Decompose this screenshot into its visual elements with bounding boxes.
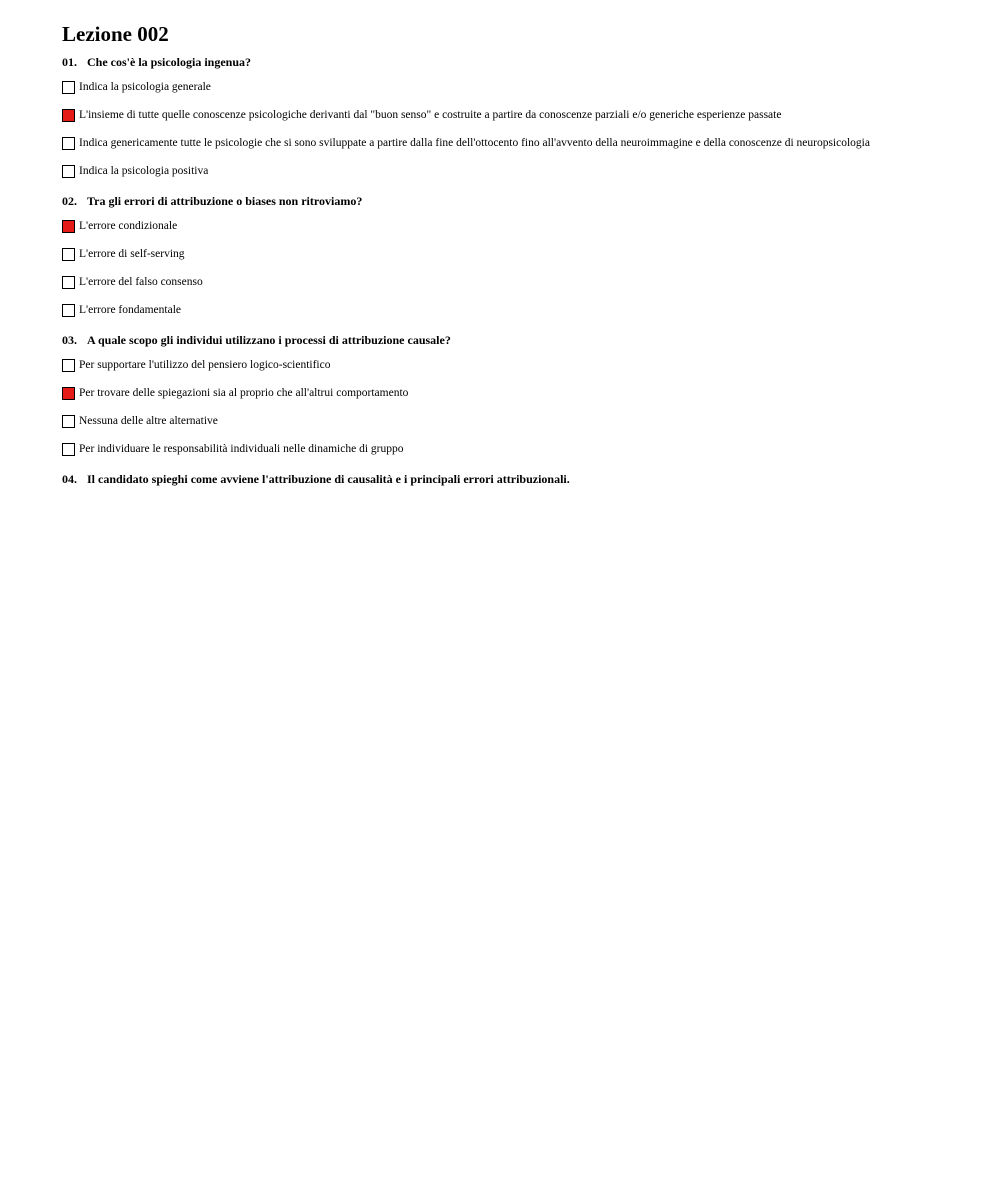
question-text: Il candidato spieghi come avviene l'attribuzione di causalità e i principali errori attribuzionali. bbox=[87, 472, 570, 486]
answer-option[interactable] bbox=[62, 441, 982, 457]
checkbox-icon[interactable] bbox=[62, 359, 75, 372]
answer-option[interactable] bbox=[62, 302, 982, 318]
checkbox-icon[interactable] bbox=[62, 415, 75, 428]
question-text: Tra gli errori di attribuzione o biases non ritroviamo? bbox=[87, 194, 363, 208]
question-header bbox=[62, 54, 982, 70]
question-number: 04. bbox=[62, 472, 77, 486]
answer-option[interactable] bbox=[62, 413, 982, 429]
answer-option[interactable] bbox=[62, 246, 982, 262]
question-header bbox=[62, 332, 982, 348]
question-04 bbox=[62, 471, 982, 487]
checkbox-icon[interactable] bbox=[62, 165, 75, 178]
answer-option[interactable] bbox=[62, 163, 982, 179]
answer-option[interactable] bbox=[62, 274, 982, 290]
answer-text: Per supportare l'utilizzo del pensiero logico-scientifico bbox=[79, 359, 331, 371]
checkbox-icon[interactable] bbox=[62, 137, 75, 150]
question-number: 01. bbox=[62, 55, 77, 69]
checkbox-icon[interactable] bbox=[62, 443, 75, 456]
answer-option[interactable] bbox=[62, 107, 982, 123]
document-page bbox=[62, 20, 982, 501]
question-header bbox=[62, 471, 982, 487]
checkbox-icon[interactable] bbox=[62, 109, 75, 122]
question-02 bbox=[62, 193, 982, 318]
answer-option[interactable] bbox=[62, 79, 982, 95]
answer-option[interactable] bbox=[62, 357, 982, 373]
answer-option[interactable] bbox=[62, 218, 982, 234]
question-text: A quale scopo gli individui utilizzano i processi di attribuzione causale? bbox=[87, 333, 451, 347]
answer-text: Per individuare le responsabilità individuali nelle dinamiche di gruppo bbox=[79, 443, 404, 455]
answer-text: Per trovare delle spiegazioni sia al proprio che all'altrui comportamento bbox=[79, 387, 409, 399]
checkbox-icon[interactable] bbox=[62, 248, 75, 261]
answer-text: L'errore fondamentale bbox=[79, 304, 182, 316]
answer-text: L'insieme di tutte quelle conoscenze psicologiche derivanti dal "buon senso" e costruite a partire da conoscenze parziali e/o generiche esperienze passate bbox=[79, 109, 782, 121]
question-number: 03. bbox=[62, 333, 77, 347]
question-01 bbox=[62, 54, 982, 179]
answer-option[interactable] bbox=[62, 135, 982, 151]
lesson-title: Lezione 002 bbox=[62, 22, 169, 46]
checkbox-icon[interactable] bbox=[62, 276, 75, 289]
question-text: Che cos'è la psicologia ingenua? bbox=[87, 55, 252, 69]
checkbox-icon[interactable] bbox=[62, 220, 75, 233]
answer-text: Indica genericamente tutte le psicologie che si sono sviluppate a partire dalla fine dell'ottocento fino all'avvento della neuroimmagine e della conoscenze di neuropsicologia bbox=[79, 137, 870, 149]
answer-text: Indica la psicologia positiva bbox=[79, 165, 209, 177]
answer-text: Indica la psicologia generale bbox=[79, 81, 211, 93]
checkbox-icon[interactable] bbox=[62, 81, 75, 94]
question-header bbox=[62, 193, 982, 209]
answer-text: L'errore di self-serving bbox=[79, 248, 185, 260]
question-number: 02. bbox=[62, 194, 77, 208]
answer-option[interactable] bbox=[62, 385, 982, 401]
question-03 bbox=[62, 332, 982, 457]
answer-text: L'errore del falso consenso bbox=[79, 276, 203, 288]
answer-text: L'errore condizionale bbox=[79, 220, 178, 232]
answer-text: Nessuna delle altre alternative bbox=[79, 415, 218, 427]
checkbox-icon[interactable] bbox=[62, 304, 75, 317]
checkbox-icon[interactable] bbox=[62, 387, 75, 400]
